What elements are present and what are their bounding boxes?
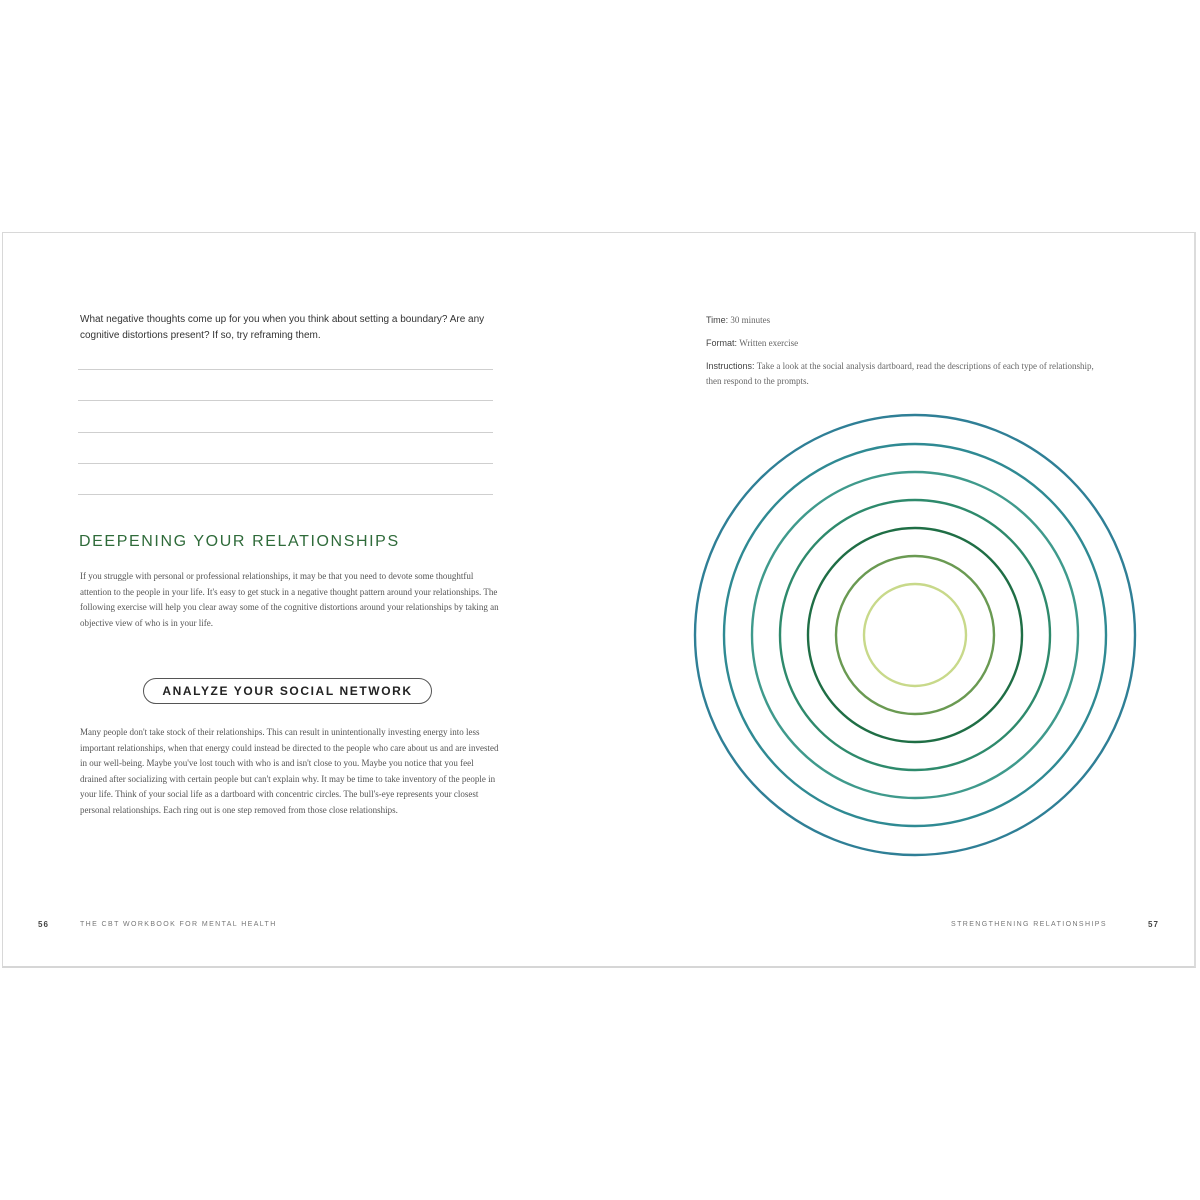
time-label: Time: (706, 315, 729, 325)
ring-2 (836, 556, 994, 714)
exercise-title: ANALYZE YOUR SOCIAL NETWORK (162, 684, 413, 698)
time-row (706, 313, 1106, 328)
ring-5 (752, 472, 1078, 798)
writing-line[interactable] (78, 432, 493, 433)
writing-line[interactable] (78, 494, 493, 495)
format-row (706, 336, 1106, 351)
reflection-prompt: What negative thoughts come up for you when you think about setting a boundary? Are any cognitive distortions present? If so, try reframing them. (80, 314, 485, 341)
page-number-left: 56 (38, 920, 49, 929)
bullseye-ring (864, 584, 966, 686)
instructions-label: Instructions: (706, 361, 755, 371)
running-title-left: THE CBT WORKBOOK FOR MENTAL HEALTH (80, 921, 277, 928)
running-title-right: STRENGTHENING RELATIONSHIPS (951, 921, 1107, 928)
ring-3 (808, 528, 1022, 742)
instructions-value: Take a look at the social analysis dartboard, read the descriptions of each type of relationship, then respond to the prompts. (706, 361, 1094, 386)
format-value: Written exercise (739, 338, 799, 348)
writing-line[interactable] (78, 463, 493, 464)
exercise-paragraph: Many people don't take stock of their relationships. This can result in unintentionally investing energy into less important relationships, when that energy could instead be directed to the people who care about us and are invested in our well-being. Maybe you've lost touch with who is and isn't close to you. Maybe you notice that you feel drained after socializing with certain people but can't explain why. It may be time to take inventory of the people in your life. Think of your social life as a dartboard with concentric circles. The bull's-eye represents your closest personal relationships. Each ring out is one step removed from those close relationships. (80, 727, 499, 815)
ring-6 (724, 444, 1106, 826)
page-number-right: 57 (1148, 920, 1159, 929)
ring-7 (695, 415, 1135, 855)
writing-line[interactable] (78, 400, 493, 401)
exercise-title-badge (143, 678, 432, 704)
time-value: 30 minutes (730, 315, 771, 325)
social-dartboard (690, 410, 1140, 860)
format-label: Format: (706, 338, 738, 348)
ring-4 (780, 500, 1050, 770)
section-heading: DEEPENING YOUR RELATIONSHIPS (79, 533, 400, 550)
instructions-row (706, 359, 1096, 389)
writing-line[interactable] (78, 369, 493, 370)
intro-paragraph: If you struggle with personal or professional relationships, it may be that you need to devote some thoughtful attention to the people in your life. It's easy to get stuck in a negative thought pattern around your relationships. The following exercise will help you clear away some of the cognitive distortions around your relationships by taking an objective view of who is in your life. (80, 571, 499, 628)
